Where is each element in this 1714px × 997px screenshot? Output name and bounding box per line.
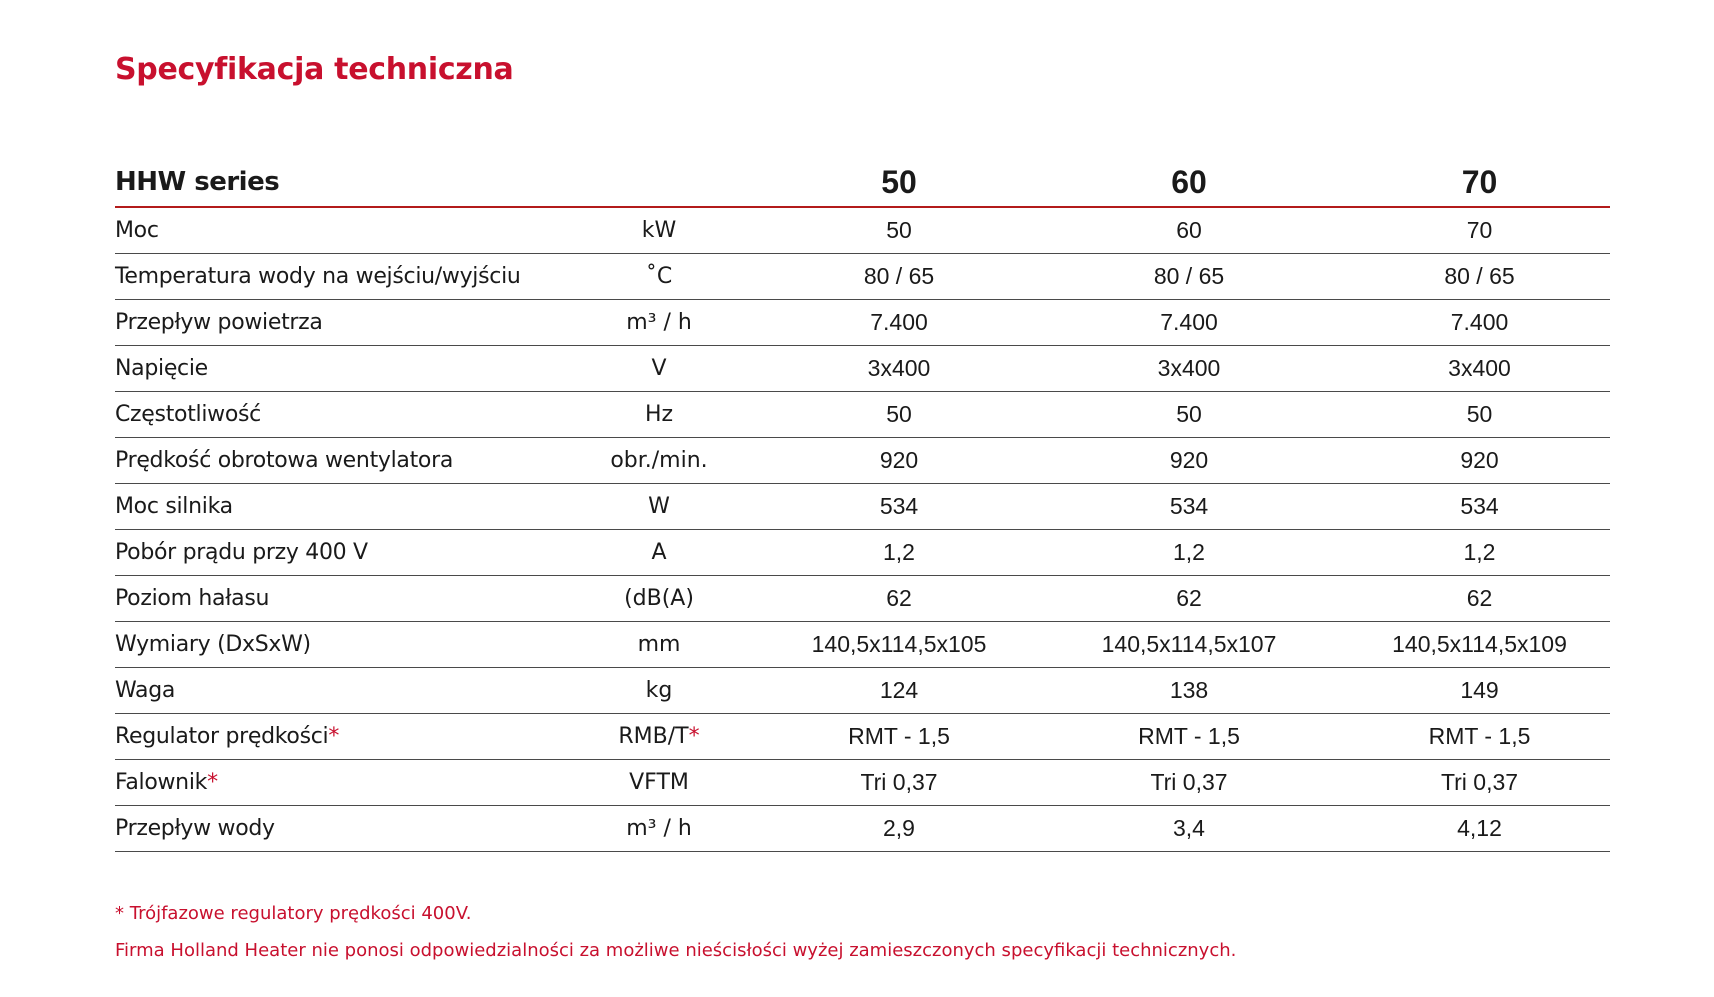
row-unit bbox=[549, 346, 769, 392]
row-label-text: Prędkość obrotowa wentylatora bbox=[115, 448, 454, 473]
row-value: 1,2 bbox=[1349, 530, 1610, 576]
row-value: 1,2 bbox=[769, 530, 1029, 576]
row-value: 4,12 bbox=[1349, 806, 1610, 852]
row-label-text: Przepływ wody bbox=[115, 816, 275, 841]
row-unit-text: kW bbox=[641, 218, 677, 243]
row-value: 62 bbox=[1029, 576, 1349, 622]
row-label bbox=[115, 392, 549, 438]
row-value: 149 bbox=[1349, 668, 1610, 714]
row-label bbox=[115, 207, 549, 254]
row-value: 1,2 bbox=[1029, 530, 1349, 576]
row-unit bbox=[549, 300, 769, 346]
page-title: Specyfikacja techniczna bbox=[115, 52, 514, 87]
row-value: 138 bbox=[1029, 668, 1349, 714]
row-label bbox=[115, 254, 549, 300]
row-unit bbox=[549, 530, 769, 576]
table-row bbox=[115, 760, 1610, 806]
row-value: 62 bbox=[769, 576, 1029, 622]
row-unit-text: W bbox=[648, 494, 670, 519]
table-header-row bbox=[115, 158, 1610, 207]
row-label bbox=[115, 576, 549, 622]
row-unit bbox=[549, 438, 769, 484]
row-value: Tri 0,37 bbox=[1029, 760, 1349, 806]
row-label bbox=[115, 806, 549, 852]
row-unit bbox=[549, 392, 769, 438]
row-value: RMT - 1,5 bbox=[1349, 714, 1610, 760]
row-value: 3x400 bbox=[769, 346, 1029, 392]
row-value: 3x400 bbox=[1029, 346, 1349, 392]
row-value: 534 bbox=[1029, 484, 1349, 530]
row-value: 140,5x114,5x107 bbox=[1029, 622, 1349, 668]
row-value: 70 bbox=[1349, 207, 1610, 254]
row-value: 124 bbox=[769, 668, 1029, 714]
row-value: 920 bbox=[1029, 438, 1349, 484]
table-row bbox=[115, 392, 1610, 438]
row-value: 50 bbox=[769, 207, 1029, 254]
row-value: 7.400 bbox=[1029, 300, 1349, 346]
row-unit-text: (dB(A) bbox=[624, 586, 694, 611]
row-value: 534 bbox=[1349, 484, 1610, 530]
row-value: Tri 0,37 bbox=[769, 760, 1029, 806]
row-unit bbox=[549, 207, 769, 254]
table-row bbox=[115, 300, 1610, 346]
row-unit bbox=[549, 576, 769, 622]
model-header: 50 bbox=[769, 158, 1029, 207]
model-header: 70 bbox=[1349, 158, 1610, 207]
row-label bbox=[115, 760, 549, 806]
row-label-text: Przepływ powietrza bbox=[115, 310, 323, 335]
table-row bbox=[115, 484, 1610, 530]
row-label bbox=[115, 484, 549, 530]
row-value: RMT - 1,5 bbox=[1029, 714, 1349, 760]
row-unit-text: Hz bbox=[644, 402, 674, 427]
row-value: 534 bbox=[769, 484, 1029, 530]
table-row bbox=[115, 576, 1610, 622]
row-unit bbox=[549, 622, 769, 668]
row-label bbox=[115, 530, 549, 576]
row-value: 50 bbox=[1029, 392, 1349, 438]
row-label bbox=[115, 714, 549, 760]
spec-table-body bbox=[115, 207, 1610, 852]
footnote-marker: * bbox=[328, 724, 340, 749]
row-value: 140,5x114,5x105 bbox=[769, 622, 1029, 668]
row-value: 920 bbox=[769, 438, 1029, 484]
row-unit bbox=[549, 254, 769, 300]
table-row bbox=[115, 622, 1610, 668]
table-row bbox=[115, 438, 1610, 484]
table-row bbox=[115, 254, 1610, 300]
table-row bbox=[115, 207, 1610, 254]
row-value: 62 bbox=[1349, 576, 1610, 622]
table-row bbox=[115, 668, 1610, 714]
table-row bbox=[115, 714, 1610, 760]
row-label-text: Falownik bbox=[115, 770, 208, 795]
unit-header bbox=[549, 158, 769, 207]
row-value: Tri 0,37 bbox=[1349, 760, 1610, 806]
row-value: 60 bbox=[1029, 207, 1349, 254]
row-value: 3,4 bbox=[1029, 806, 1349, 852]
row-label-text: Pobór prądu przy 400 V bbox=[115, 540, 368, 565]
row-value: 7.400 bbox=[1349, 300, 1610, 346]
table-row bbox=[115, 806, 1610, 852]
row-value: 2,9 bbox=[769, 806, 1029, 852]
footnote-marker: * bbox=[688, 724, 700, 749]
row-label-text: Napięcie bbox=[115, 356, 208, 381]
row-value: RMT - 1,5 bbox=[769, 714, 1029, 760]
row-unit-text: ˚C bbox=[645, 264, 673, 289]
row-label bbox=[115, 622, 549, 668]
row-unit-text: mm bbox=[637, 632, 681, 657]
row-label-text: Regulator prędkości bbox=[115, 724, 329, 749]
model-header: 60 bbox=[1029, 158, 1349, 207]
row-value: 140,5x114,5x109 bbox=[1349, 622, 1610, 668]
row-value: 80 / 65 bbox=[769, 254, 1029, 300]
row-unit-text: obr./min. bbox=[610, 448, 708, 473]
row-unit bbox=[549, 484, 769, 530]
row-unit-text: VFTM bbox=[629, 770, 689, 795]
table-row bbox=[115, 346, 1610, 392]
disclaimer: Firma Holland Heater nie ponosi odpowiedzialności za możliwe nieścisłości wyżej zamieszczonych specyfikacji technicznych. bbox=[115, 940, 1237, 961]
row-value: 50 bbox=[769, 392, 1029, 438]
notes bbox=[115, 895, 1236, 969]
row-value: 80 / 65 bbox=[1029, 254, 1349, 300]
row-label-text: Częstotliwość bbox=[115, 402, 261, 427]
series-label: HHW series bbox=[115, 158, 549, 207]
row-unit-text: m³ / h bbox=[626, 310, 692, 335]
row-label bbox=[115, 346, 549, 392]
row-value: 80 / 65 bbox=[1349, 254, 1610, 300]
row-unit bbox=[549, 806, 769, 852]
row-unit-text: kg bbox=[645, 678, 673, 703]
row-label-text: Wymiary (DxSxW) bbox=[115, 632, 311, 657]
row-label bbox=[115, 438, 549, 484]
row-unit-text: A bbox=[651, 540, 667, 565]
row-label bbox=[115, 668, 549, 714]
row-unit-text: m³ / h bbox=[626, 816, 692, 841]
row-label-text: Poziom hałasu bbox=[115, 586, 270, 611]
row-value: 50 bbox=[1349, 392, 1610, 438]
row-value: 3x400 bbox=[1349, 346, 1610, 392]
row-value: 7.400 bbox=[769, 300, 1029, 346]
table-row bbox=[115, 530, 1610, 576]
row-label-text: Moc silnika bbox=[115, 494, 233, 519]
footnote: * Trójfazowe regulatory prędkości 400V. bbox=[115, 903, 472, 924]
row-label-text: Waga bbox=[115, 678, 176, 703]
row-value: 920 bbox=[1349, 438, 1610, 484]
row-unit bbox=[549, 760, 769, 806]
row-unit-text: V bbox=[651, 356, 667, 381]
row-label-text: Temperatura wody na wejściu/wyjściu bbox=[115, 264, 521, 289]
footnote-marker: * bbox=[207, 770, 218, 795]
row-label bbox=[115, 300, 549, 346]
row-unit bbox=[549, 714, 769, 760]
spec-table bbox=[115, 158, 1610, 852]
row-unit-text: RMB/T bbox=[618, 724, 689, 749]
row-label-text: Moc bbox=[115, 218, 159, 243]
row-unit bbox=[549, 668, 769, 714]
